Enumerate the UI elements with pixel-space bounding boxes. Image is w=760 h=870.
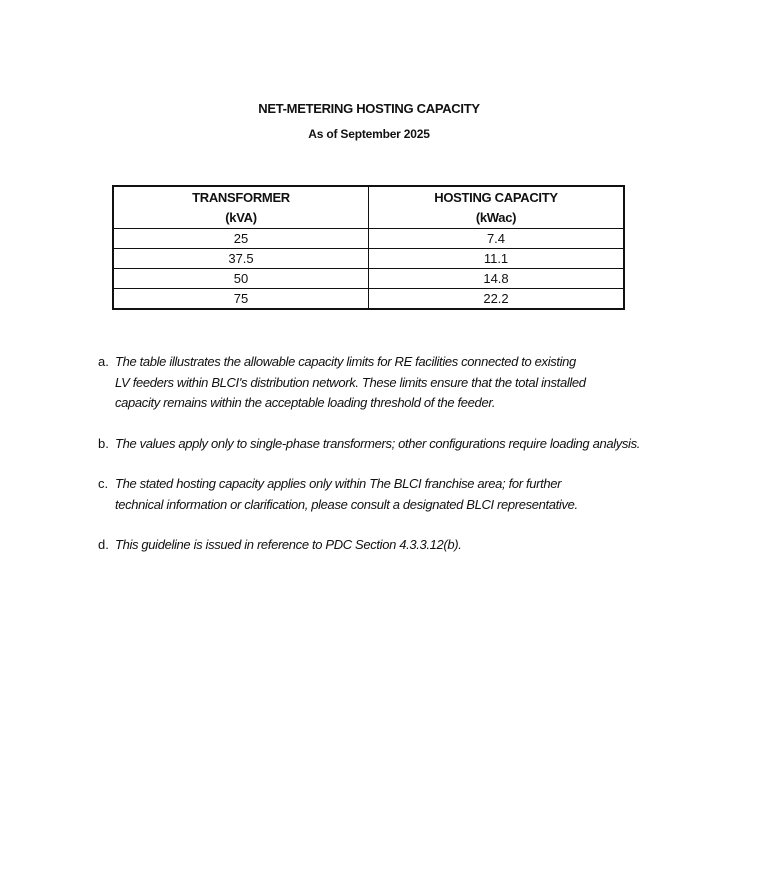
note-line: This guideline is issued in reference to PDC Section 4.3.3.12(b). <box>115 537 462 552</box>
cell-transformer: 25 <box>113 229 369 249</box>
cell-capacity: 7.4 <box>369 229 625 249</box>
hosting-capacity-table <box>112 185 625 310</box>
cell-capacity: 14.8 <box>369 269 625 289</box>
cell-transformer: 50 <box>113 269 369 289</box>
note-item-c <box>98 474 718 515</box>
note-item-b <box>98 434 718 455</box>
table-header-row <box>113 186 624 229</box>
note-marker: a. <box>98 354 109 369</box>
note-marker: d. <box>98 537 109 552</box>
note-item-d <box>98 535 718 556</box>
document-subtitle: As of September 2025 <box>308 127 430 141</box>
header-capacity-label: HOSTING CAPACITY <box>434 189 558 205</box>
header-transformer <box>113 186 369 229</box>
note-line: The stated hosting capacity applies only within The BLCI franchise area; for further <box>115 476 562 491</box>
header-hosting-capacity <box>369 186 625 229</box>
table-row <box>113 289 624 310</box>
table-row <box>113 229 624 249</box>
table-row <box>113 249 624 269</box>
cell-capacity: 22.2 <box>369 289 625 310</box>
note-marker: c. <box>98 476 109 491</box>
document-title: NET-METERING HOSTING CAPACITY <box>258 101 480 116</box>
note-item-a <box>98 352 718 414</box>
header-transformer-label: TRANSFORMER <box>192 189 290 205</box>
cell-transformer: 37.5 <box>113 249 369 269</box>
note-line: The table illustrates the allowable capacity limits for RE facilities connected to existing <box>115 354 576 369</box>
cell-capacity: 11.1 <box>369 249 625 269</box>
header-capacity-unit: (kWac) <box>475 209 517 225</box>
note-line: LV feeders within BLCI's distribution network. These limits ensure that the total installed <box>115 374 586 390</box>
table-row <box>113 269 624 289</box>
note-marker: b. <box>98 435 109 451</box>
notes-list <box>98 352 718 576</box>
note-line: capacity remains within the acceptable loading threshold of the feeder. <box>115 395 496 410</box>
header-transformer-unit: (kVA) <box>225 209 257 225</box>
note-line: technical information or clarification, please consult a designated BLCI representative. <box>115 496 578 512</box>
cell-transformer: 75 <box>113 289 369 310</box>
note-line: The values apply only to single-phase transformers; other configurations require loading analysis. <box>115 435 641 451</box>
